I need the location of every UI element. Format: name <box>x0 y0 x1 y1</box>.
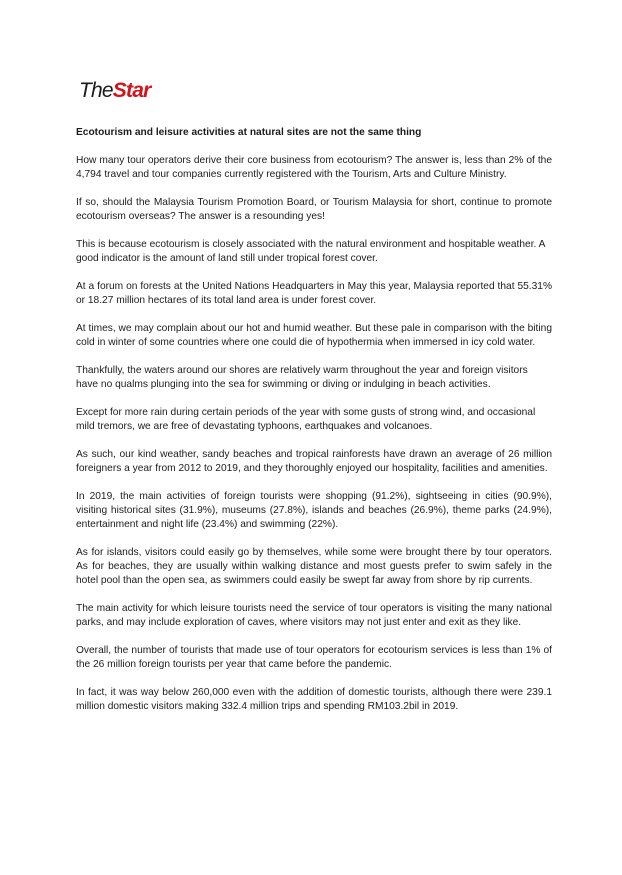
paragraph: At a forum on forests at the United Nations Headquarters in May this year, Malaysia reported that 55.31% or 18.27 million hectares of its total land area is under forest cover. <box>76 281 552 306</box>
paragraph: How many tour operators derive their core business from ecotourism? The answer is, less than 2% of the 4,794 travel and tour companies currently registered with the Tourism, Arts and Culture Ministry. <box>76 155 552 180</box>
paragraph: The main activity for which leisure tourists need the service of tour operators is visiting the many national parks, and may include exploration of caves, where visitors may not just enter and exit as they like. <box>76 603 552 628</box>
paragraph: In fact, it was way below 260,000 even with the addition of domestic tourists, although there were 239.1 million domestic visitors making 332.4 million trips and spending RM103.2bil in 2019. <box>76 687 552 712</box>
paragraph: Thankfully, the waters around our shores are relatively warm throughout the year and foreign visitors have no qualms plunging into the sea for swimming or diving or indulging in beach activities. <box>76 365 528 390</box>
paragraph: Except for more rain during certain periods of the year with some gusts of strong wind, and occasional mild tremors, we are free of devastating typhoons, earthquakes and volcanoes. <box>76 407 536 432</box>
paragraph: In 2019, the main activities of foreign tourists were shopping (91.2%), sightseeing in cities (90.9%), visiting historical sites (31.9%), museums (27.8%), islands and beaches (26.9%), theme parks (24.9%), entertainment and night life (23.4%) and swimming (22%). <box>76 491 552 530</box>
paragraph: At times, we may complain about our hot and humid weather. But these pale in comparison with the biting cold in winter of some countries where one could die of hypothermia when immersed in icy cold water. <box>76 323 552 348</box>
the-star-logo <box>79 80 150 101</box>
paragraph: If so, should the Malaysia Tourism Promotion Board, or Tourism Malaysia for short, continue to promote ecotourism overseas? The answer is a resounding yes! <box>76 197 552 222</box>
paragraph: As for islands, visitors could easily go by themselves, while some were brought there by tour operators. As for beaches, they are usually within walking distance and most guests prefer to swim safely in the hotel pool than the open sea, as swimmers could easily be swept far away from shore by rip currents. <box>76 547 552 586</box>
paragraph: This is because ecotourism is closely associated with the natural environment and hospitable weather. A good indicator is the amount of land still under tropical forest cover. <box>76 239 545 264</box>
paragraph: Overall, the number of tourists that made use of tour operators for ecotourism services is less than 1% of the 26 million foreign tourists per year that came before the pandemic. <box>76 645 552 670</box>
paragraph: As such, our kind weather, sandy beaches and tropical rainforests have drawn an average of 26 million foreigners a year from 2012 to 2019, and they thoroughly enjoyed our hospitality, facilities and amenities. <box>76 449 552 474</box>
article-headline: Ecotourism and leisure activities at natural sites are not the same thing <box>76 127 422 138</box>
logo-text-the: The <box>79 79 113 102</box>
logo-text-star: Star <box>112 79 151 102</box>
article-body <box>76 126 552 728</box>
